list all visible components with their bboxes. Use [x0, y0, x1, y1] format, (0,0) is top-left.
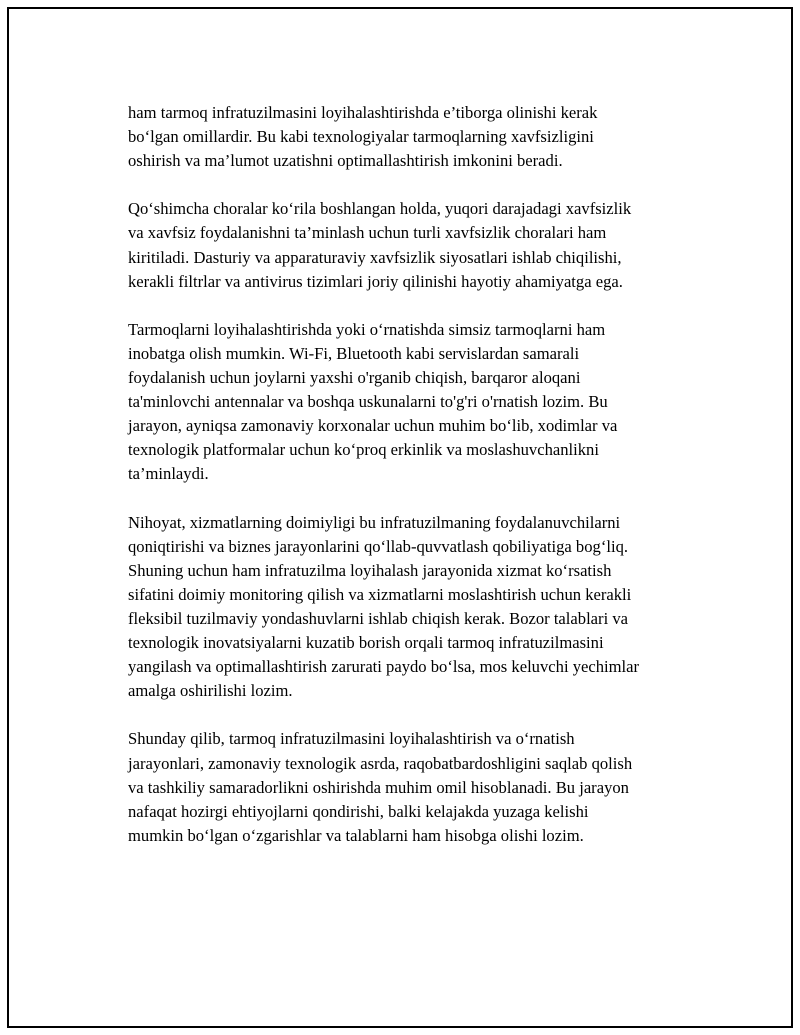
paragraph-3: Tarmoqlarni loyihalashtirishda yoki o‘rnatishda simsiz tarmoqlarni ham inobatga olish mumkin. Wi-Fi, Bluetooth kabi servislardan samarali foydalanish uchun joylarni yaxshi o'rganib chiqish, barqaror aloqani ta'minlovchi antennalar va boshqa uskunalarni to'g'ri o'rnatish lozim. Bu jarayon, ayniqsa zamonaviy korxonalar uchun muhim bo‘lib, xodimlar va texnologik platformalar uchun ko‘proq erkinlik va moslashuvchanlikni ta’minlaydi. [128, 319, 618, 484]
paragraph-2: Qo‘shimcha choralar ko‘rila boshlangan holda, yuqori darajadagi xavfsizlik va xavfsiz foydalanishni ta’minlash uchun turli xavfsizlik choralari ham kiritiladi. Dasturiy va apparaturaviy xavfsizlik siyosatlari ishlab chiqilishi, kerakli filtrlar va antivirus tizimlari joriy qilinishi hayotiy ahamiyatga ega. [128, 199, 632, 291]
page-border [7, 7, 793, 1028]
paragraph-4: Nihoyat, xizmatlarning doimiyligi bu infratuzilmaning foydalanuvchilarni qoniqtirishi va biznes jarayonlarini qo‘llab-quvvatlash qobiliyatiga bog‘liq. Shuning uchun ham infratuzilma loyihalash jarayonida xizmat ko‘rsatish sifatini doimiy monitoring qilish va xizmatlarni moslashtirish uchun kerakli fleksibil tuzilmaviy yondashuvlarni ishlab chiqish kerak. Bozor talablari va texnologik inovatsiyalarni kuzatib borish orqali tarmoq infratuzilmasini yangilash va optimallashtirish zarurati paydo bo‘lsa, mos keluvchi yechimlar amalga oshirilishi lozim. [128, 512, 640, 701]
paragraph-5: Shunday qilib, tarmoq infratuzilmasini loyihalashtirish va o‘rnatish jarayonlari, zamonaviy texnologik asrda, raqobatbardoshligini saqlab qolish va tashkiliy samaradorlikni oshirishda muhim omil hisoblanadi. Bu jarayon nafaqat hozirgi ehtiyojlarni qondirishi, balki kelajakda yuzaga kelishi mumkin bo‘lgan o‘zgarishlar va talablarni ham hisobga olishi lozim. [128, 729, 633, 845]
document-body [128, 101, 708, 872]
paragraph-1: ham tarmoq infratuzilmasini loyihalashtirishda e’tiborga olinishi kerak bo‘lgan omillardir. Bu kabi texnologiyalar tarmoqlarning xavfsizligini oshirish va ma’lumot uzatishni optimallashtirish imkonini beradi. [128, 103, 598, 171]
